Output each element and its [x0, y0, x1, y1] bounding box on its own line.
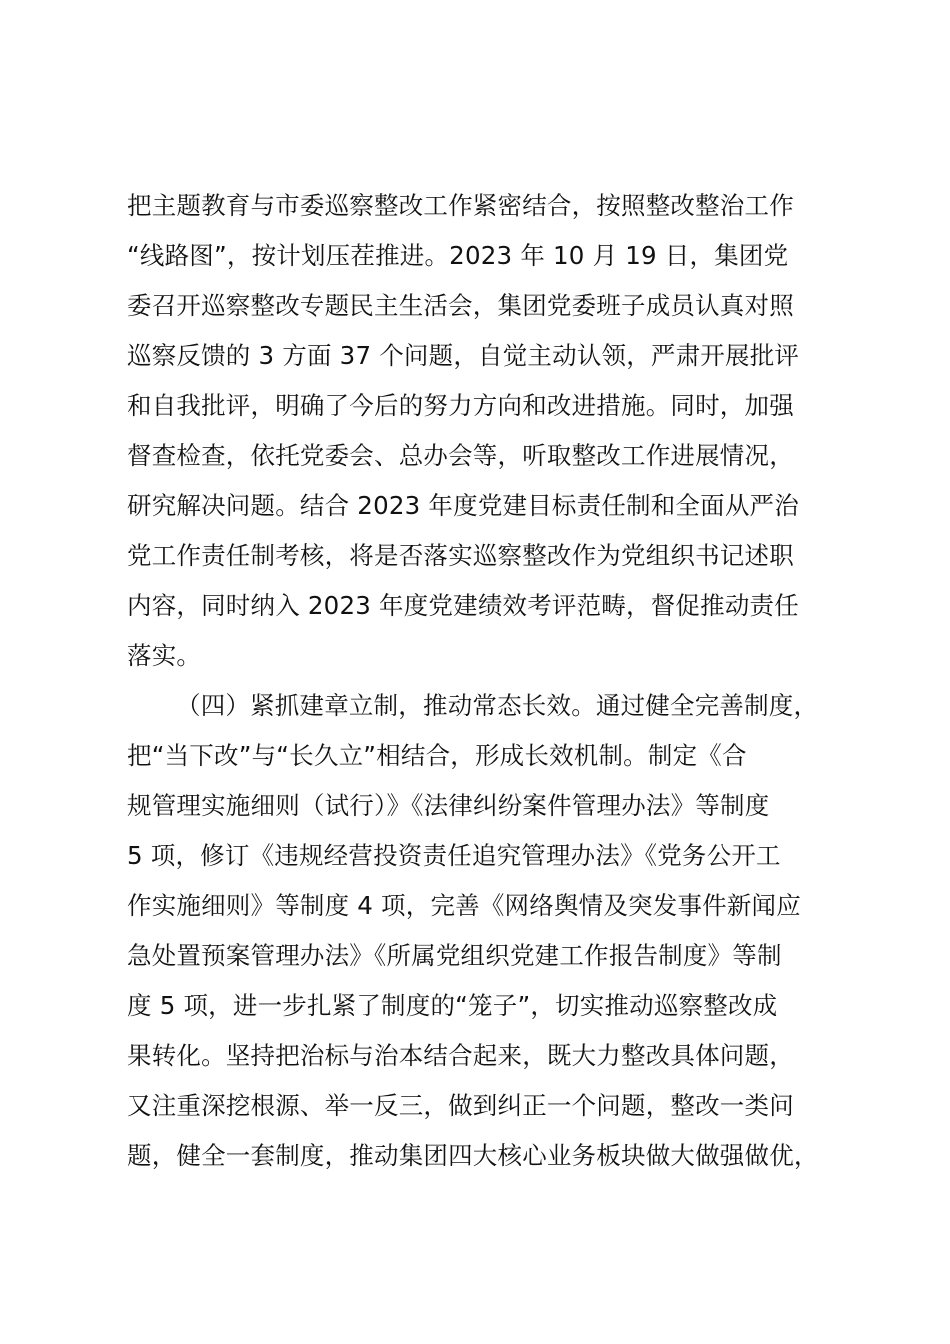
text-line: 把“当下改”与“长久立”相结合，形成长效机制。制定《合: [127, 741, 747, 770]
text-line: 巡察反馈的 3 方面 37 个问题，自觉主动认领，严肃开展批评: [127, 341, 800, 370]
text-line: 5 项，修订《违规经营投资责任追究管理办法》《党务公开工: [127, 841, 781, 870]
text-line: 党工作责任制考核，将是否落实巡察整改作为党组织书记述职: [127, 541, 794, 570]
text-line: 落实。: [127, 641, 202, 670]
text-line: 急处置预案管理办法》《所属党组织党建工作报告制度》等制: [127, 941, 782, 970]
text-line: “线路图”，按计划压茬推进。2023 年 10 月 19 日，集团党: [127, 241, 789, 270]
text-line: 委召开巡察整改专题民主生活会，集团党委班子成员认真对照: [127, 291, 794, 320]
text-line: 督查检查，依托党委会、总办会等，听取整改工作进展情况，: [127, 441, 794, 470]
text-line: 和自我批评，明确了今后的努力方向和改进措施。同时，加强: [127, 391, 794, 420]
text-line: 度 5 项，进一步扎紧了制度的“笼子”，切实推动巡察整改成: [127, 991, 778, 1020]
text-line: 题，健全一套制度，推动集团四大核心业务板块做大做强做优，: [127, 1141, 819, 1170]
text-line: 把主题教育与市委巡察整改工作紧密结合，按照整改整治工作: [127, 191, 794, 220]
text-line: 果转化。坚持把治标与治本结合起来，既大力整改具体问题，: [127, 1041, 794, 1070]
section-heading-line: （四）紧抓建章立制，推动常态长效。通过健全完善制度，: [176, 691, 819, 720]
text-line: 内容，同时纳入 2023 年度党建绩效考评范畴，督促推动责任: [127, 591, 799, 620]
text-line: 又注重深挖根源、举一反三，做到纠正一个问题，整改一类问: [127, 1091, 794, 1120]
text-line: 规管理实施细则（试行）》《法律纠纷案件管理办法》等制度: [127, 791, 770, 820]
text-line: 研究解决问题。结合 2023 年度党建目标责任制和全面从严治: [127, 491, 799, 520]
text-line: 作实施细则》等制度 4 项，完善《网络舆情及突发事件新闻应: [127, 891, 801, 920]
